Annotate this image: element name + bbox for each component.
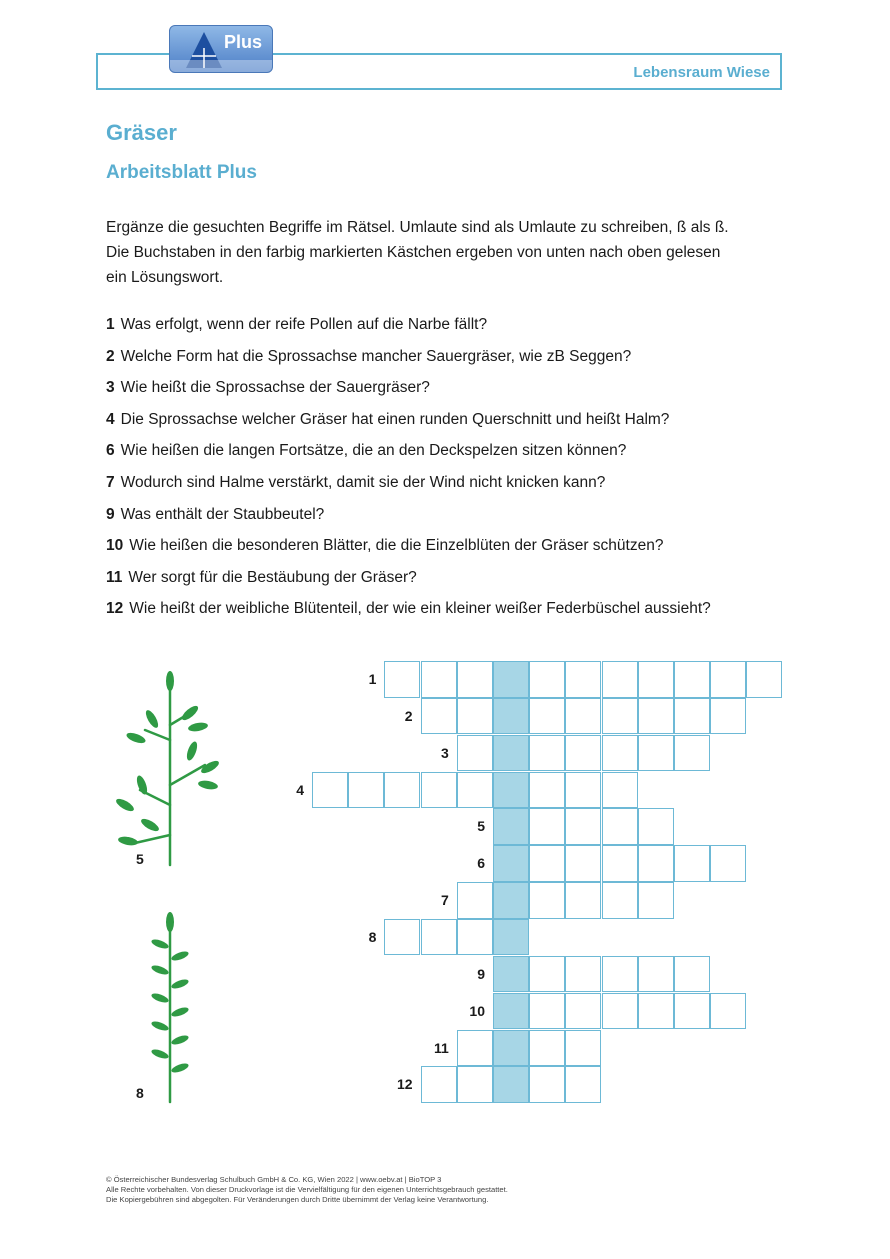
row-number: 3	[441, 744, 449, 761]
puzzle-cell[interactable]	[457, 735, 493, 772]
puzzle-cell[interactable]	[457, 772, 493, 809]
puzzle-cell[interactable]	[421, 1066, 457, 1103]
puzzle-cell[interactable]	[421, 698, 457, 735]
grass-plant-branched-icon	[110, 665, 230, 870]
grass-plant-spike-icon	[140, 908, 200, 1104]
page-subtitle: Arbeitsblatt Plus	[106, 162, 257, 183]
question-number: 1	[106, 316, 115, 333]
puzzle-cell[interactable]	[529, 772, 565, 809]
question-item	[106, 348, 711, 380]
question-text: Wie heißen die besonderen Blätter, die die Einzelblüten der Gräser schützen?	[129, 537, 664, 555]
puzzle-cell[interactable]	[710, 661, 746, 698]
row-number: 8	[368, 928, 377, 945]
question-number: 3	[106, 379, 115, 397]
puzzle-cell[interactable]	[529, 698, 565, 735]
puzzle-cell[interactable]	[565, 1030, 601, 1067]
puzzle-cell[interactable]	[602, 808, 638, 845]
question-text: Wer sorgt für die Bestäubung der Gräser?	[128, 568, 417, 586]
row-number: 11	[433, 1039, 449, 1056]
puzzle-cell[interactable]	[674, 956, 710, 993]
footer-line: Alle Rechte vorbehalten. Von dieser Druckvorlage ist die Vervielfältigung für den eigenen Unterrichtsgebrauch gestattet.	[106, 1185, 508, 1194]
row-number: 7	[441, 892, 449, 909]
puzzle-cell[interactable]	[638, 882, 674, 919]
question-item	[106, 316, 711, 348]
puzzle-cell[interactable]	[529, 661, 565, 698]
puzzle-cell[interactable]	[565, 1066, 601, 1103]
puzzle-cell[interactable]	[529, 735, 565, 772]
puzzle-cell[interactable]	[529, 882, 565, 919]
puzzle-cell[interactable]	[638, 993, 674, 1030]
question-item	[106, 379, 711, 411]
footer	[106, 1175, 508, 1205]
footer-line: © Österreichischer Bundesverlag Schulbuch GmbH & Co. KG, Wien 2022 | www.oebv.at | BioTOP 3	[106, 1175, 442, 1184]
image-label: 8	[136, 1085, 144, 1101]
row-number: 5	[477, 818, 485, 835]
solution-cell[interactable]	[493, 698, 529, 735]
puzzle-cell[interactable]	[638, 698, 674, 735]
puzzle-cell[interactable]	[384, 919, 420, 956]
puzzle-cell[interactable]	[421, 772, 457, 809]
puzzle-cell[interactable]	[602, 882, 638, 919]
puzzle-cell[interactable]	[638, 808, 674, 845]
puzzle-cell[interactable]	[638, 661, 674, 698]
solution-cell[interactable]	[493, 956, 529, 993]
question-item	[106, 506, 711, 538]
puzzle-cell[interactable]	[384, 661, 420, 698]
puzzle-cell[interactable]	[565, 808, 601, 845]
puzzle-cell[interactable]	[565, 661, 601, 698]
intro-line: Ergänze die gesuchten Begriffe im Rätsel. Umlaute sind als Umlaute zu schreiben, ß als ß.	[106, 219, 729, 236]
question-number: 2	[106, 347, 115, 365]
puzzle-cell[interactable]	[602, 772, 638, 809]
question-text: Wie heißt die Sprossachse der Sauergräser?	[120, 379, 430, 397]
row-number: 1	[368, 671, 377, 687]
puzzle-cell[interactable]	[638, 735, 674, 772]
row-number: 9	[477, 965, 485, 982]
puzzle-cell[interactable]	[565, 772, 601, 809]
puzzle-cell[interactable]	[348, 772, 384, 809]
solution-cell[interactable]	[493, 1030, 529, 1067]
puzzle-cell[interactable]	[602, 661, 638, 698]
solution-cell[interactable]	[493, 772, 529, 809]
question-item	[106, 442, 711, 474]
puzzle-cell[interactable]	[602, 735, 638, 772]
puzzle-cell[interactable]	[565, 882, 601, 919]
puzzle-cell[interactable]	[529, 1030, 565, 1067]
question-text: Wie heißen die langen Fortsätze, die an den Deckspelzen sitzen können?	[120, 442, 627, 460]
puzzle-cell[interactable]	[529, 956, 565, 993]
puzzle-cell[interactable]	[421, 661, 457, 698]
puzzle-cell[interactable]	[457, 882, 493, 919]
puzzle-cell[interactable]	[457, 1066, 493, 1103]
plus-logo	[169, 25, 273, 73]
question-item	[106, 569, 711, 601]
question-list	[106, 316, 711, 632]
puzzle-cell[interactable]	[565, 993, 601, 1030]
puzzle-cell[interactable]	[638, 956, 674, 993]
puzzle-cell[interactable]	[457, 1030, 493, 1067]
puzzle-cell[interactable]	[674, 661, 710, 698]
page-title: Gräser	[106, 120, 177, 145]
question-item	[106, 474, 711, 506]
intro-text	[106, 215, 806, 290]
puzzle-cell[interactable]	[602, 993, 638, 1030]
question-text: Was erfolgt, wenn der reife Pollen auf die Narbe fällt?	[120, 316, 488, 333]
question-text: Die Sprossachse welcher Gräser hat einen runden Querschnitt und heißt Halm?	[120, 410, 670, 428]
question-number: 11	[106, 568, 123, 586]
question-item	[106, 411, 711, 443]
puzzle-cell[interactable]	[565, 956, 601, 993]
puzzle-cell[interactable]	[638, 845, 674, 882]
puzzle-cell[interactable]	[710, 845, 746, 882]
solution-cell[interactable]	[493, 845, 529, 882]
logo-shine	[170, 60, 272, 72]
row-number: 6	[477, 855, 485, 872]
puzzle-cell[interactable]	[457, 661, 493, 698]
question-text: Was enthält der Staubbeutel?	[120, 505, 325, 523]
question-text: Welche Form hat die Sprossachse mancher Sauergräser, wie zB Seggen?	[120, 347, 632, 365]
puzzle-cell[interactable]	[710, 698, 746, 735]
puzzle-cell[interactable]	[312, 772, 348, 809]
puzzle-cell[interactable]	[565, 698, 601, 735]
row-number: 12	[397, 1076, 413, 1093]
image-label: 5	[136, 851, 144, 867]
intro-line: Die Buchstaben in den farbig markierten Kästchen ergeben von unten nach oben gelesen	[106, 244, 721, 261]
puzzle-cell[interactable]	[710, 993, 746, 1030]
row-number: 2	[404, 707, 413, 724]
question-item	[106, 537, 711, 569]
logo-label: Plus	[224, 32, 263, 52]
puzzle-cell[interactable]	[421, 919, 457, 956]
solution-cell[interactable]	[493, 808, 529, 845]
puzzle-cell[interactable]	[602, 698, 638, 735]
row-number: 10	[469, 1002, 485, 1019]
question-number: 9	[106, 505, 115, 523]
puzzle-cell[interactable]	[746, 661, 782, 698]
intro-line: ein Lösungswort.	[106, 269, 224, 286]
question-text: Wodurch sind Halme verstärkt, damit sie der Wind nicht knicken kann?	[120, 473, 606, 491]
question-number: 7	[106, 473, 115, 491]
puzzle-cell[interactable]	[529, 808, 565, 845]
solution-cell[interactable]	[493, 661, 529, 698]
solution-cell[interactable]	[493, 735, 529, 772]
footer-line: Die Kopiergebühren sind abgegolten. Für Veränderungen durch Dritte übernimmt der Verlag keine Verantwortung.	[106, 1195, 489, 1204]
puzzle-cell[interactable]	[457, 698, 493, 735]
solution-cell[interactable]	[493, 993, 529, 1030]
question-item	[106, 600, 711, 632]
question-text: Wie heißt der weibliche Blütenteil, der wie ein kleiner weißer Federbüschel aussieht?	[129, 600, 711, 618]
puzzle-cell[interactable]	[384, 772, 420, 809]
puzzle-cell[interactable]	[565, 845, 601, 882]
solution-cell[interactable]	[493, 919, 529, 956]
puzzle-cell[interactable]	[565, 735, 601, 772]
puzzle-cell[interactable]	[674, 845, 710, 882]
question-number: 6	[106, 442, 115, 460]
question-number: 10	[106, 537, 124, 555]
puzzle-cell[interactable]	[674, 698, 710, 735]
row-number: 4	[296, 781, 304, 798]
header-topic: Lebensraum Wiese	[633, 64, 770, 81]
puzzle-cell[interactable]	[529, 845, 565, 882]
puzzle-cell[interactable]	[602, 956, 638, 993]
question-number: 4	[106, 410, 115, 428]
puzzle-cell[interactable]	[529, 1066, 565, 1103]
puzzle-cell[interactable]	[674, 735, 710, 772]
solution-cell[interactable]	[493, 1066, 529, 1103]
puzzle-cell[interactable]	[457, 919, 493, 956]
puzzle-cell[interactable]	[674, 993, 710, 1030]
puzzle-cell[interactable]	[602, 845, 638, 882]
question-number: 12	[106, 600, 124, 618]
solution-cell[interactable]	[493, 882, 529, 919]
puzzle-cell[interactable]	[529, 993, 565, 1030]
